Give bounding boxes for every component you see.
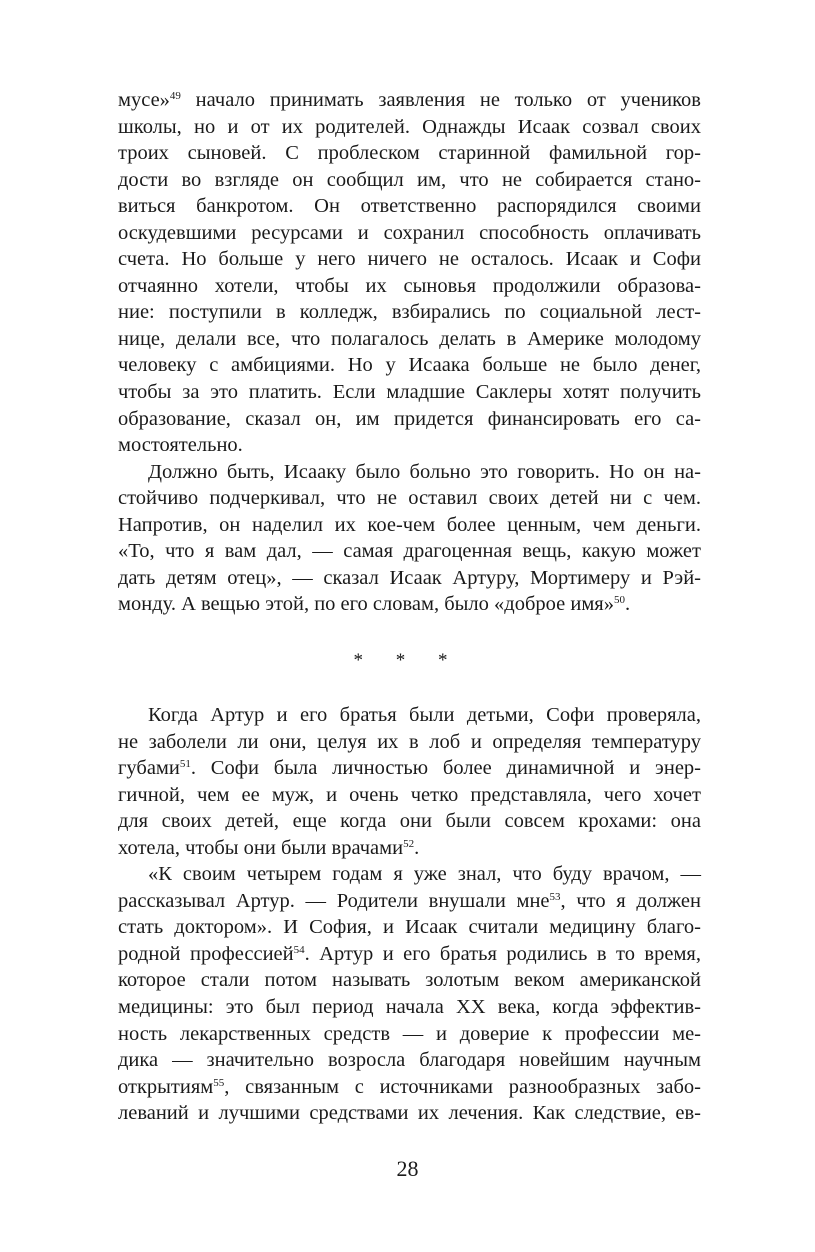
text-run: школы, но и от их родителей. Однажды Исаак созвал своих [118, 115, 701, 138]
text-run: губами [118, 757, 180, 780]
text-run: стойчиво подчеркивал, что не оставил своих детей ни с чем. [118, 487, 701, 510]
text-line [118, 114, 701, 141]
text-run: оскудевшими ресурсами и сохранил способность оплачивать [118, 221, 701, 244]
text-run: дика — значительно возросла благодаря новейшим научным [118, 1049, 701, 1072]
text-run: «К своим четырем годам я уже знал, что буду врачом, — [148, 863, 701, 886]
text-run: образование, сказал он, им придется финансировать его са- [118, 407, 701, 430]
text-run: . Софи была личностью более динамичной и энер- [190, 757, 701, 780]
text-line [118, 729, 701, 756]
text-line [118, 782, 701, 809]
footnote-marker: 50 [613, 594, 625, 607]
text-line [118, 1047, 701, 1074]
text-run: «То, что я вам дал, — самая драгоценная вещь, какую может [118, 540, 701, 563]
text-run: дости во взгляде он сообщил им, что не собирается стано- [118, 168, 701, 191]
text-line [118, 994, 701, 1021]
text-run: . Артур и его братья родились в то время, [304, 942, 701, 965]
text-line [118, 941, 701, 968]
text-line [118, 565, 701, 592]
text-line [118, 432, 701, 459]
text-line [118, 326, 701, 353]
footnote-marker: 54 [293, 943, 305, 956]
text-line [118, 1021, 701, 1048]
text-line [118, 888, 701, 915]
page-number: 28 [396, 1156, 419, 1181]
text-run: . [624, 593, 631, 616]
text-line [118, 246, 701, 273]
text-run: дать детям отец», — сказал Исаак Артуру, Мортимеру и Рэй- [118, 566, 701, 589]
text-run: . [414, 836, 420, 859]
text-run: которое стали потом называть золотым веком американской [118, 969, 701, 992]
text-run: хотела, чтобы они были врачами [118, 836, 404, 859]
text-run: рассказывал Артур. — Родители внушали мне [118, 889, 550, 912]
text-line [118, 406, 701, 433]
text-line [118, 967, 701, 994]
text-line [118, 861, 701, 888]
text-run: монду. А вещью этой, по его словам, было «доброе имя» [118, 593, 614, 616]
text-line [118, 512, 701, 539]
text-run: , связанным с источниками разнообразных забо- [224, 1075, 701, 1098]
text-run: Должно быть, Исааку было больно это говорить. Но он на- [148, 460, 701, 483]
text-run: родной профессией [118, 942, 294, 965]
text-run: мусе» [118, 89, 170, 111]
text-line [118, 485, 701, 512]
text-line [118, 379, 701, 406]
text-run: стать доктором». И София, и Исаак считали медицину благо- [118, 916, 701, 939]
footnote-marker: 55 [213, 1076, 225, 1089]
footnote-marker: 52 [403, 837, 415, 850]
text-run: нице, делали все, что полагалось делать в Америке молодому [118, 327, 701, 350]
text-run: человеку с амбициями. Но у Исаака больше не было денег, [118, 354, 701, 377]
text-line [118, 140, 701, 167]
text-run: счета. Но больше у него ничего не осталось. Исаак и Софи [118, 248, 701, 271]
text-run: медицины: это был период начала XX века, когда эффектив- [118, 996, 701, 1019]
footnote-marker: 53 [549, 890, 561, 903]
text-line [118, 591, 701, 618]
text-run: леваний и лучшими средствами их лечения. Как следствие, ев- [118, 1102, 701, 1125]
text-line [118, 352, 701, 379]
text-line [118, 1074, 701, 1101]
text-run: виться банкротом. Он ответственно распорядился своими [118, 195, 701, 218]
text-line [118, 702, 701, 729]
text-run: троих сыновей. С проблеском старинной фамильной гор- [118, 142, 701, 165]
text-run: мостоятельно. [118, 434, 243, 457]
text-run: гичной, чем ее муж, и очень четко представляла, чего хочет [118, 783, 701, 806]
text-line [118, 1100, 701, 1127]
text-run: начало принимать заявления не только от учеников [180, 89, 701, 111]
text-line [118, 835, 701, 862]
text-line [118, 755, 701, 782]
text-line [118, 459, 701, 486]
section-2-text [118, 702, 701, 1127]
text-line [118, 299, 701, 326]
text-line [118, 87, 701, 114]
text-run: Напротив, он наделил их кое-чем более ценным, чем деньги. [118, 513, 701, 536]
text-line [118, 193, 701, 220]
text-run: открытиям [118, 1075, 214, 1098]
text-run: не заболели ли они, целуя их в лоб и определяя температуру [118, 730, 701, 753]
text-run: для своих детей, еще когда они были совсем крохами: она [118, 810, 701, 833]
text-line [118, 538, 701, 565]
text-run: Когда Артур и его братья были детьми, Софи проверяла, [148, 704, 701, 726]
text-line [118, 914, 701, 941]
section-separator: * * * [353, 650, 462, 671]
text-run: ность лекарственных средств — и доверие к профессии ме- [118, 1022, 701, 1045]
footnote-marker: 49 [169, 90, 181, 102]
text-line [118, 167, 701, 194]
text-run: отчаянно хотели, чтобы их сыновья продолжили образова- [118, 274, 701, 297]
text-line [118, 273, 701, 300]
section-1-text [118, 87, 701, 618]
text-run: чтобы за это платить. Если младшие Саклеры хотят получить [118, 381, 701, 404]
text-line [118, 220, 701, 247]
text-run: , что я должен [560, 889, 701, 912]
text-line [118, 808, 701, 835]
footnote-marker: 51 [179, 758, 191, 771]
text-run: ние: поступили в колледж, взбирались по социальной лест- [118, 301, 701, 324]
